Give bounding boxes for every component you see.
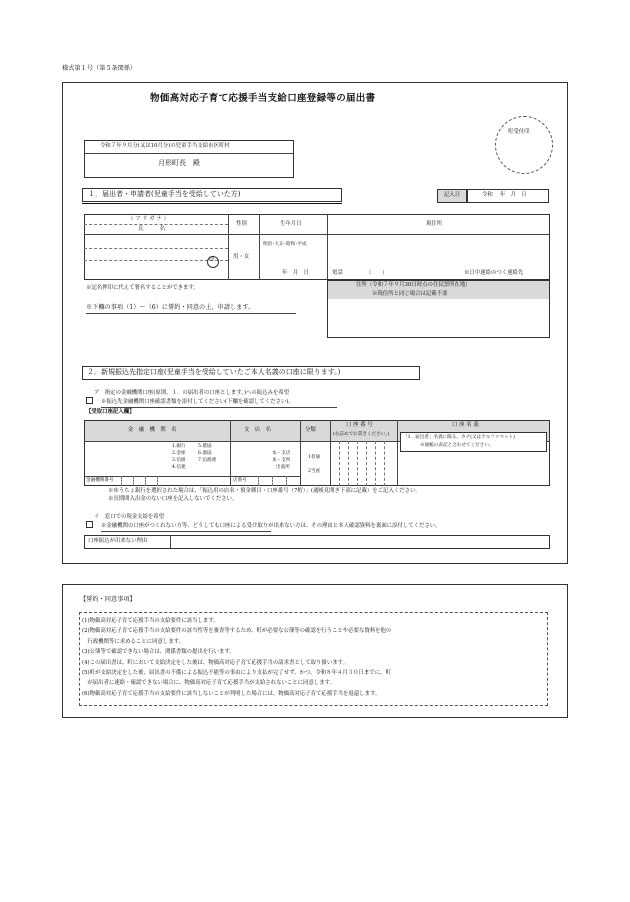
- option-a: ア 指定の金融機関口座(原則、１．の届出者の口座とします。)への振込みを希望: [94, 390, 290, 396]
- option-a-note: ※振込先金融機関口座確認書類を添付してください(下欄を確認してください)。: [101, 399, 294, 405]
- col-furigana: （ フ リ ガ ナ ）: [128, 216, 169, 222]
- class-futsu[interactable]: 1普通: [308, 455, 321, 460]
- col-gender: 性別: [236, 221, 247, 227]
- option-b-checkbox[interactable]: [86, 521, 93, 528]
- birth-ymd: 年 月 日: [282, 270, 309, 276]
- reception-stamp-area: [495, 116, 553, 174]
- stamp-label: 町受付印: [508, 129, 530, 135]
- col-birthdate: 生年月日: [280, 221, 302, 227]
- option-b: イ 窓口での現金支給を希望: [94, 514, 165, 520]
- municipality-note: 令和７年９月分(又は10月分)の児童手当支給市区町村: [100, 143, 230, 149]
- pledge-item: (5)町が支給決定をした後、届出書の不備による振込不能等の事由により支払が完了せず、かつ、令和８年４月３０日までに、町: [82, 670, 391, 677]
- col-bank: 金 融 機 関 名: [128, 427, 177, 433]
- col-holder: 口 座 名 義: [452, 422, 479, 428]
- pledge-item: 行政機関等に求めることに同意します。: [82, 638, 184, 645]
- pledge-list: [82, 616, 547, 699]
- addressee: 月形町長 殿: [158, 159, 200, 167]
- seal-mark: 印: [209, 257, 215, 263]
- class-toza[interactable]: 2当座: [308, 469, 321, 474]
- col-class: 分類: [305, 427, 316, 433]
- pledge-item: (4)この届出書は、町において支給決定をした後は、物価高対応子育て応援手当の請求書として取り扱います。: [82, 659, 348, 666]
- reason-label: 口座振込が出来ない理由: [88, 538, 148, 544]
- bank-type-shinren[interactable]: 4.信連: [172, 465, 186, 470]
- branch-type-1[interactable]: 本・支店: [272, 451, 291, 456]
- col-address: 現住所: [426, 221, 443, 227]
- bank-type-gyokyo[interactable]: 6.漁協: [198, 451, 212, 456]
- pledge-item: (2)物価高対応子育て応援手当の支給要件の該当性等を審査等するため、町が必要な公簿等の確認を行うことや必要な資料を他の: [82, 628, 392, 635]
- bank-code-label: 金融機関番号: [86, 478, 114, 483]
- gender-value[interactable]: 男・女: [233, 254, 250, 260]
- bank-type-shingyoren[interactable]: 7.信漁連: [198, 458, 217, 463]
- yucho-note: ※ゆうちょ銀行を選択された場合は、「振込用の店名・預金種目・口座番号（7桁）」(通帳見開き下部に記載）をご記入ください。: [108, 488, 421, 494]
- bank-type-shinkumi[interactable]: 3.信組: [172, 458, 186, 463]
- bank-type-bank[interactable]: 1.銀行: [172, 444, 186, 449]
- section1-heading: １．届出者・申請者(児童手当を受給していた方): [88, 190, 241, 198]
- pledge-heading: 【誓約・同意事項】: [80, 596, 136, 603]
- branch-code-label: 店番号: [233, 478, 247, 483]
- option-b-note: ※金融機関の口座がつくれない方等、どうしても口座による受け取りが出来ない方は、その理由と本人確認資料を裏面に添付してください。: [101, 523, 441, 529]
- section2-heading: ２．新規振込先指定口座(児童手当を受給していたご本人名義の口座に限ります。): [87, 368, 341, 376]
- date-value: 令和 年 月 日: [482, 192, 527, 198]
- longterm-note: ※長期間入出金のない口座を記入しないでください。: [108, 496, 238, 502]
- holder-note-2: ※通帳の表記と合わせてください。: [420, 443, 494, 448]
- form-title: 物価高対応子育て応援手当支給口座登録等の届出書: [150, 93, 376, 104]
- form-number: 様式第１号（第５条関係）: [62, 65, 137, 72]
- era-options[interactable]: 明治･大正･昭和･平成: [263, 242, 307, 247]
- reason-box[interactable]: [84, 535, 550, 549]
- col-account: 口 座 番 号: [346, 422, 373, 428]
- col-account-sub: (右詰めでお書きください。): [333, 432, 390, 437]
- signature-note: ※記名押印に代えて署名することができます。: [86, 285, 199, 291]
- agreement-note: ※下欄の事項（1）～（6）に誓約・同意の上、申請します。: [86, 304, 255, 311]
- daytime-contact: ※日中連絡のつく連絡先: [464, 270, 524, 276]
- receipt-header: 【受取口座記入欄】: [86, 409, 135, 415]
- prev-address-label: 住所（令和７年９月30日時点の住民票所在地）: [356, 282, 471, 288]
- pledge-item: が届出者に連絡・確認できない場合に、物価高対応子育て応援手当が支給されないことに同意します。: [82, 680, 335, 687]
- col-branch: 支 店 名: [244, 427, 271, 433]
- prev-address-note: ※現住所と同じ場合は記載不要: [372, 291, 448, 297]
- phone-label: 電話: [332, 270, 343, 276]
- date-label: 記入日: [444, 192, 461, 198]
- phone-parens[interactable]: （ ）: [366, 270, 388, 276]
- pledge-item: (1)物価高対応子育て応援手当の支給要件に該当します。: [82, 618, 219, 624]
- bank-type-nokyo[interactable]: 5.農協: [198, 444, 212, 449]
- holder-note-1: 「1．届出者」名義に限る。カナ(又はアルファベット): [403, 435, 515, 440]
- branch-type-2[interactable]: 本・支所: [272, 458, 291, 463]
- bank-type-kinko[interactable]: 2.金庫: [172, 451, 186, 456]
- branch-type-3[interactable]: 出張所: [276, 465, 290, 470]
- option-a-checkbox[interactable]: [86, 397, 93, 404]
- col-name: 氏 名: [138, 226, 165, 232]
- pledge-item: (3)公簿等で確認できない場合は、関係書類の提出を行います。: [82, 649, 235, 656]
- pledge-item: (6)物価高対応子育て応援手当の支給要件に該当しないことが判明した場合には、物価高対応子育て応援手当を返還します。: [82, 690, 381, 697]
